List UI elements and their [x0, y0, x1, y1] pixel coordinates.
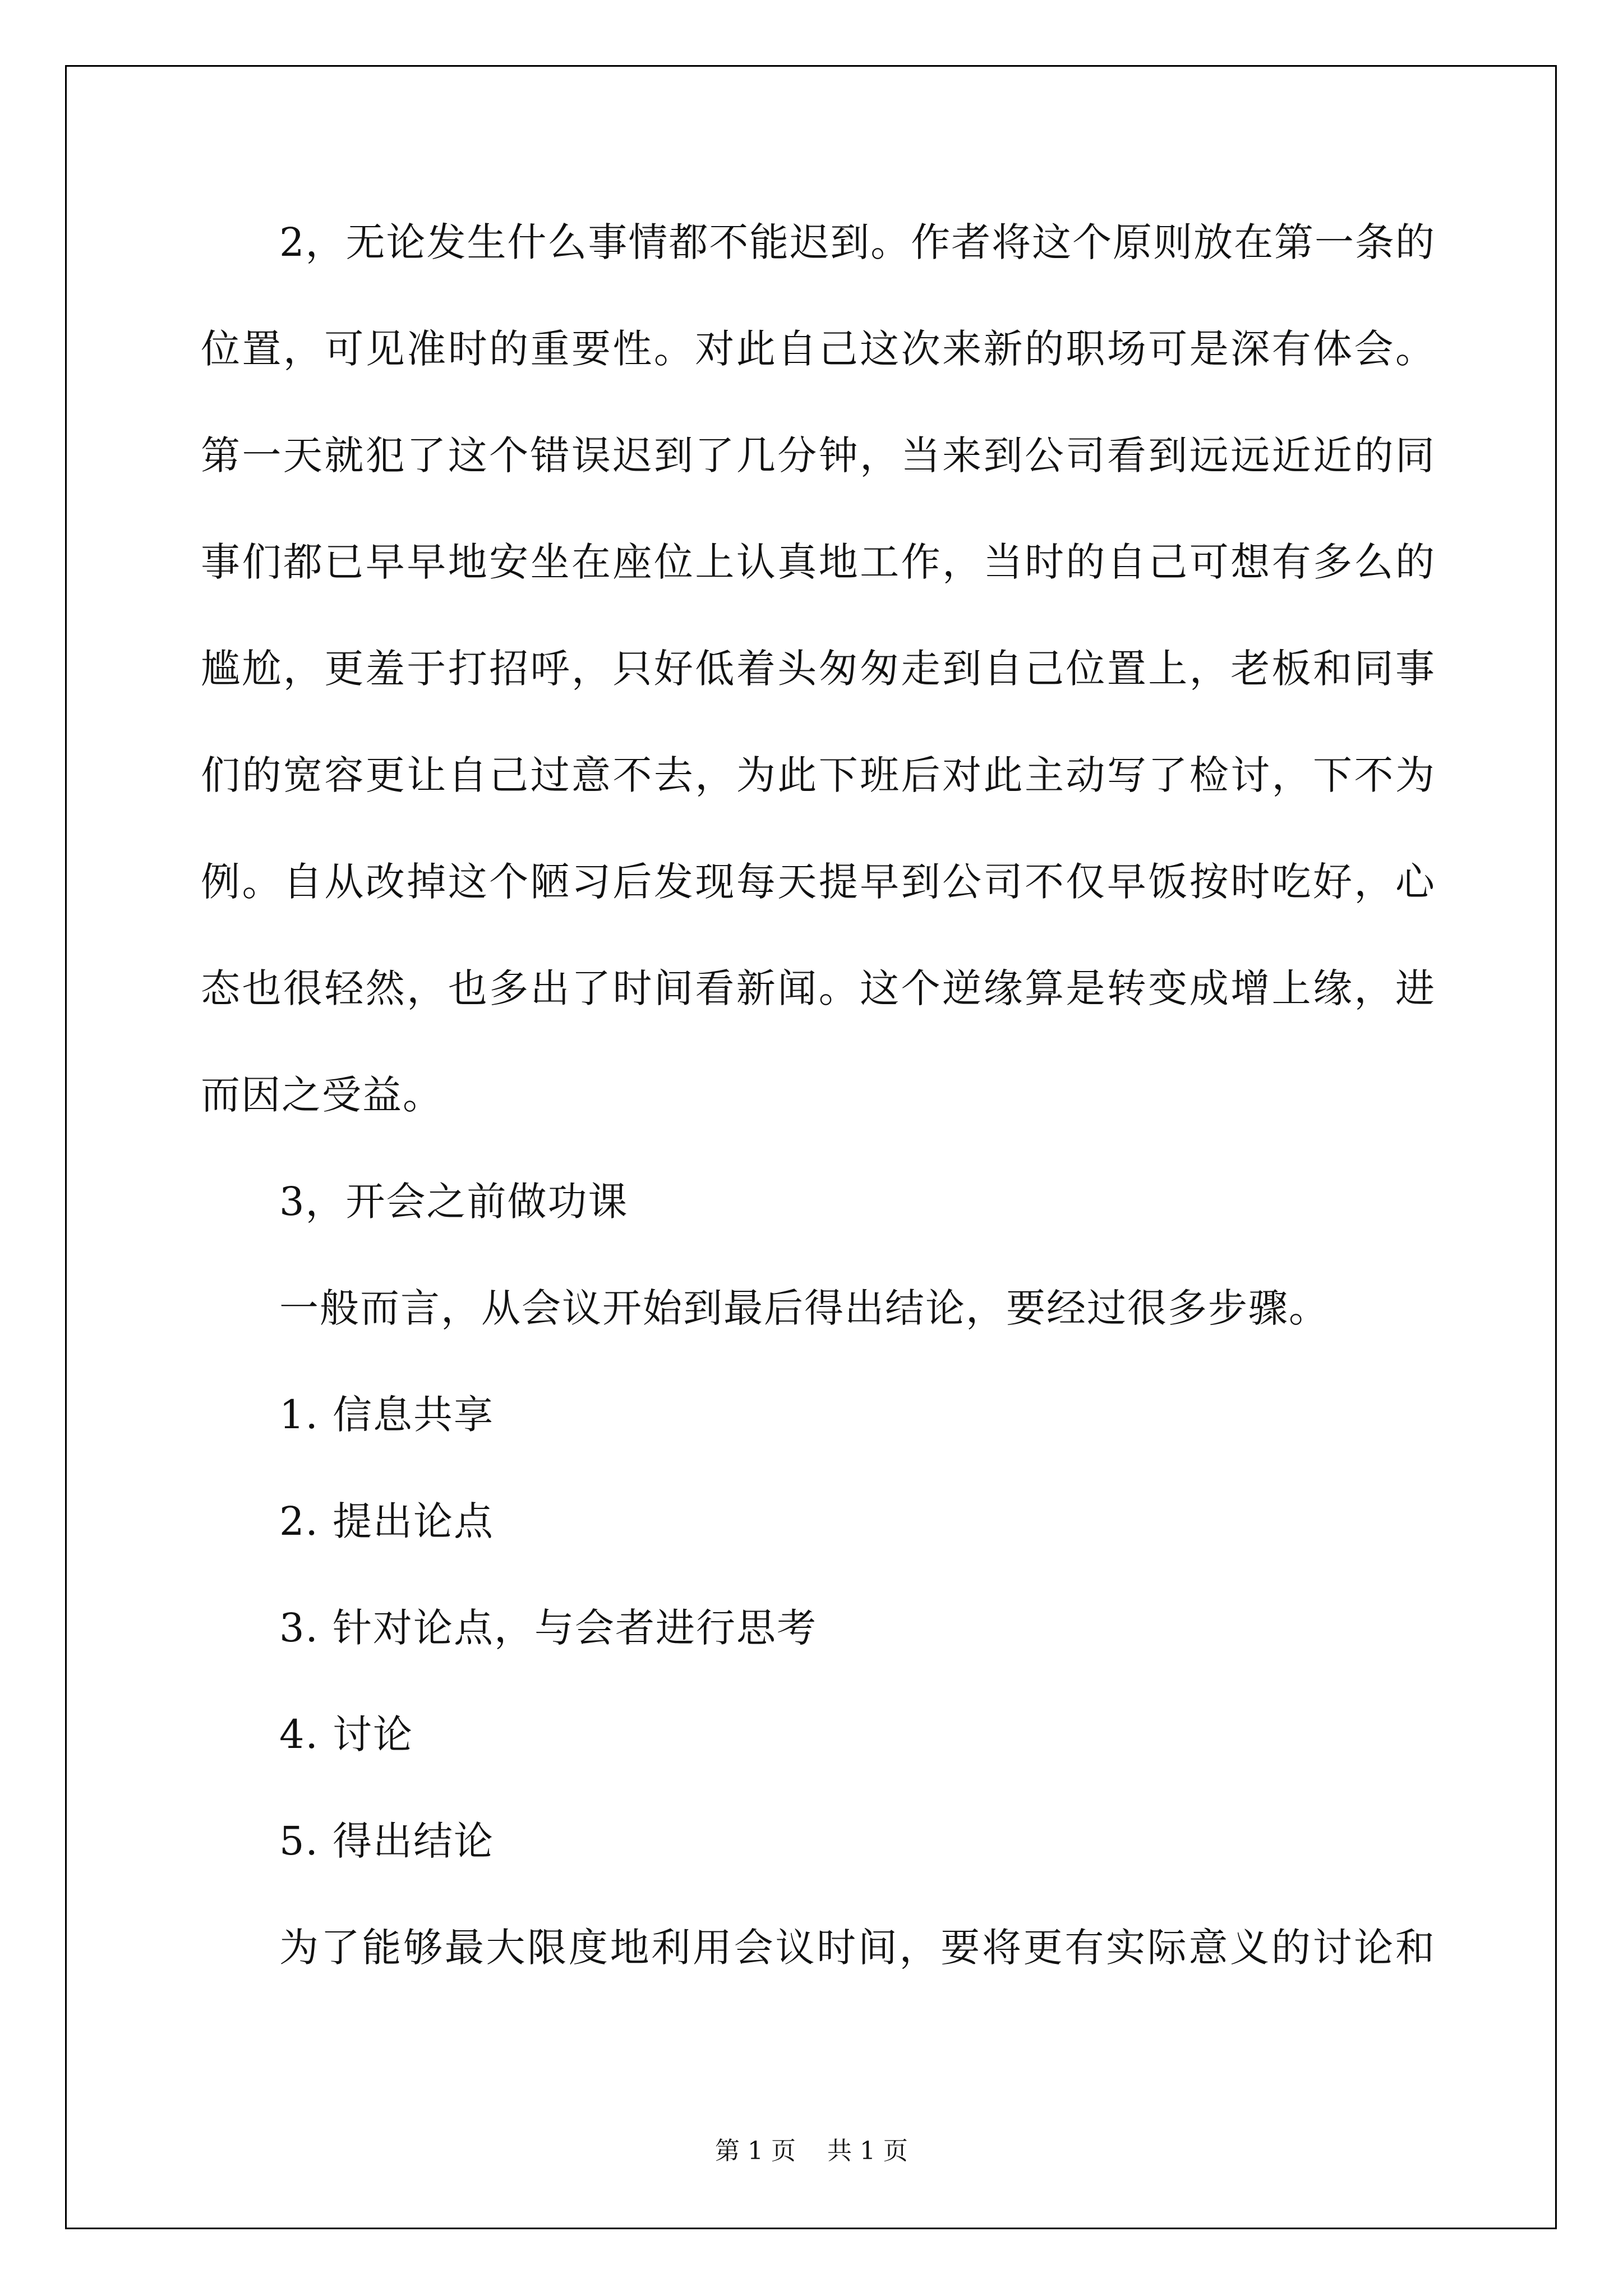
paragraph-line: 2，无论发生什么事情都不能迟到。作者将这个原则放在第一条的 — [279, 219, 1436, 265]
paragraph-line: 一般而言，从会议开始到最后得出结论，要经过很多步骤。 — [279, 1285, 1329, 1331]
list-item: 4. 讨论 — [279, 1711, 414, 1757]
paragraph-line: 尴尬，更羞于打招呼，只好低着头匆匆走到自己位置上，老板和同事 — [201, 646, 1437, 692]
paragraph-line: 为了能够最大限度地利用会议时间，要将更有实际意义的讨论和 — [279, 1925, 1437, 1971]
list-item: 2. 提出论点 — [279, 1498, 495, 1544]
page-border — [65, 65, 1557, 2229]
paragraph-line: 态也很轻然，也多出了时间看新闻。这个逆缘算是转变成增上缘，进 — [201, 965, 1437, 1011]
paragraph-line: 第一天就犯了这个错误迟到了几分钟，当来到公司看到远远近近的同 — [201, 432, 1437, 478]
paragraph-line: 位置，可见准时的重要性。对此自己这次来新的职场可是深有体会。 — [201, 326, 1437, 372]
paragraph-line: 事们都已早早地安坐在座位上认真地工作，当时的自己可想有多么的 — [201, 539, 1437, 585]
list-item: 5. 得出结论 — [279, 1818, 495, 1864]
paragraph-line: 们的宽容更让自己过意不去，为此下班后对此主动写了检讨，下不为 — [201, 752, 1437, 798]
page-footer: 第 1 页 共 1 页 — [715, 2137, 908, 2165]
list-item: 3. 针对论点，与会者进行思考 — [279, 1605, 818, 1651]
section-heading: 3，开会之前做功课 — [279, 1179, 629, 1225]
paragraph-line: 而因之受益。 — [201, 1072, 443, 1118]
paragraph-line: 例。自从改掉这个陋习后发现每天提早到公司不仅早饭按时吃好，心 — [201, 859, 1437, 905]
list-item: 1. 信息共享 — [279, 1392, 495, 1438]
